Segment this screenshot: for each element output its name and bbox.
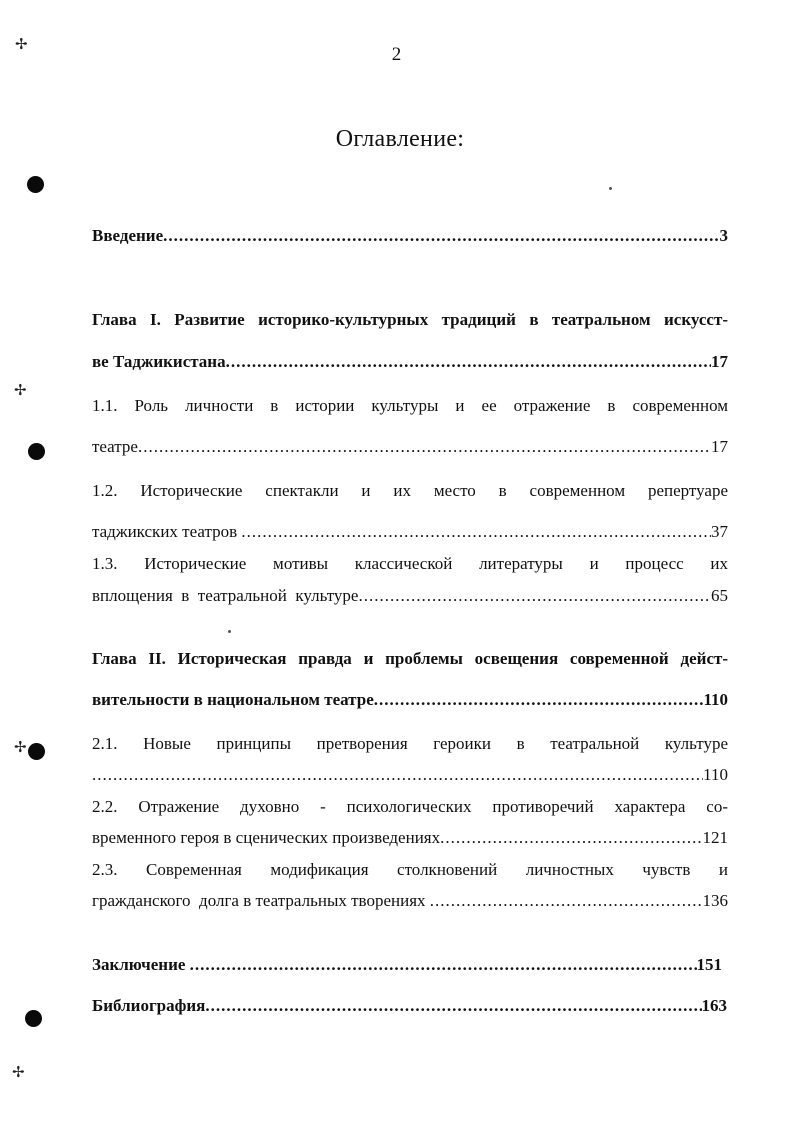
scan-speck-mark: ✢	[14, 740, 27, 756]
scan-speck-mark: ✢	[14, 383, 27, 399]
toc-entry-label: Введение	[92, 226, 164, 245]
dot-leader	[374, 690, 704, 710]
toc-entry-intro[interactable]	[92, 226, 728, 246]
scan-dust-mark	[609, 187, 612, 190]
toc-section-1-3[interactable]: 1.3. Исторические мотивы классической литературы и процесс их	[92, 554, 728, 573]
toc-entry-label: вительности в национальном театре	[92, 690, 374, 709]
toc-section-2-1-end[interactable]	[92, 765, 728, 785]
toc-entry-bibliography[interactable]	[92, 996, 727, 1016]
toc-entry-label: театре	[92, 437, 138, 456]
toc-section-1-1-end[interactable]	[92, 437, 728, 457]
dot-leader	[92, 765, 703, 785]
punch-hole-mark	[28, 443, 45, 460]
dot-leader	[358, 586, 711, 606]
toc-section-2-2-end[interactable]	[92, 828, 728, 848]
punch-hole-mark	[28, 743, 45, 760]
toc-chapter-2-heading[interactable]: Глава II. Историческая правда и проблемы освещения современной дейст-	[92, 649, 728, 668]
scan-speck-mark: ✢	[15, 37, 28, 53]
toc-chapter-1-heading[interactable]: Глава I. Развитие историко-культурных традиций в театральном искусст-	[92, 310, 728, 329]
toc-page-number: 17	[711, 437, 728, 456]
punch-hole-mark	[27, 176, 44, 193]
toc-entry-label: Заключение	[92, 955, 190, 974]
toc-entry-label: гражданского долга в театральных творениях	[92, 891, 430, 910]
dot-leader	[205, 996, 701, 1016]
toc-section-1-1[interactable]: 1.1. Роль личности в истории культуры и ее отражение в современном	[92, 396, 728, 415]
toc-section-2-3[interactable]: 2.3. Современная модификация столкновений личностных чувств и	[92, 860, 728, 879]
toc-page-number: 163	[701, 996, 727, 1015]
scan-speck-mark: ✢	[12, 1065, 25, 1081]
toc-section-2-1[interactable]: 2.1. Новые принципы претворения героики в театральной культуре	[92, 734, 728, 753]
dot-leader	[138, 437, 711, 457]
toc-entry-label: временного героя в сценических произведениях	[92, 828, 441, 847]
toc-section-1-3-end[interactable]	[92, 586, 728, 606]
toc-section-2-3-end[interactable]	[92, 891, 728, 911]
toc-page-number: 37	[711, 522, 728, 541]
scan-dust-mark	[228, 630, 231, 633]
toc-section-1-2[interactable]: 1.2. Исторические спектакли и их место в современном репертуаре	[92, 481, 728, 500]
toc-page-number: 110	[703, 690, 728, 709]
dot-leader	[226, 352, 711, 372]
dot-leader	[430, 891, 703, 911]
toc-chapter-2-heading-end[interactable]	[92, 690, 728, 710]
toc-page-number: 65	[711, 586, 728, 605]
toc-page-number: 3	[719, 226, 728, 245]
page-title: Оглавление:	[335, 126, 465, 152]
toc-entry-label: ве Таджикистана	[92, 352, 226, 371]
toc-page-number: 151	[696, 955, 722, 974]
toc-page-number: 136	[702, 891, 728, 910]
dot-leader	[190, 955, 697, 975]
toc-entry-conclusion[interactable]	[92, 955, 722, 975]
toc-entry-label: таджикских театров	[92, 522, 242, 541]
toc-entry-label: вплощения в театральной культуре	[92, 586, 359, 605]
dot-leader	[241, 522, 711, 542]
toc-page-number: 110	[703, 765, 728, 784]
page-number: 2	[391, 44, 402, 65]
toc-section-1-2-end[interactable]	[92, 522, 728, 542]
toc-page-number: 17	[711, 352, 728, 371]
punch-hole-mark	[25, 1010, 42, 1027]
dot-leader	[163, 226, 719, 246]
toc-chapter-1-heading-end[interactable]	[92, 352, 728, 372]
dot-leader	[440, 828, 702, 848]
toc-entry-label: Библиография	[92, 996, 206, 1015]
toc-section-2-2[interactable]: 2.2. Отражение духовно - психологических противоречий характера со-	[92, 797, 728, 816]
toc-page-number: 121	[702, 828, 728, 847]
